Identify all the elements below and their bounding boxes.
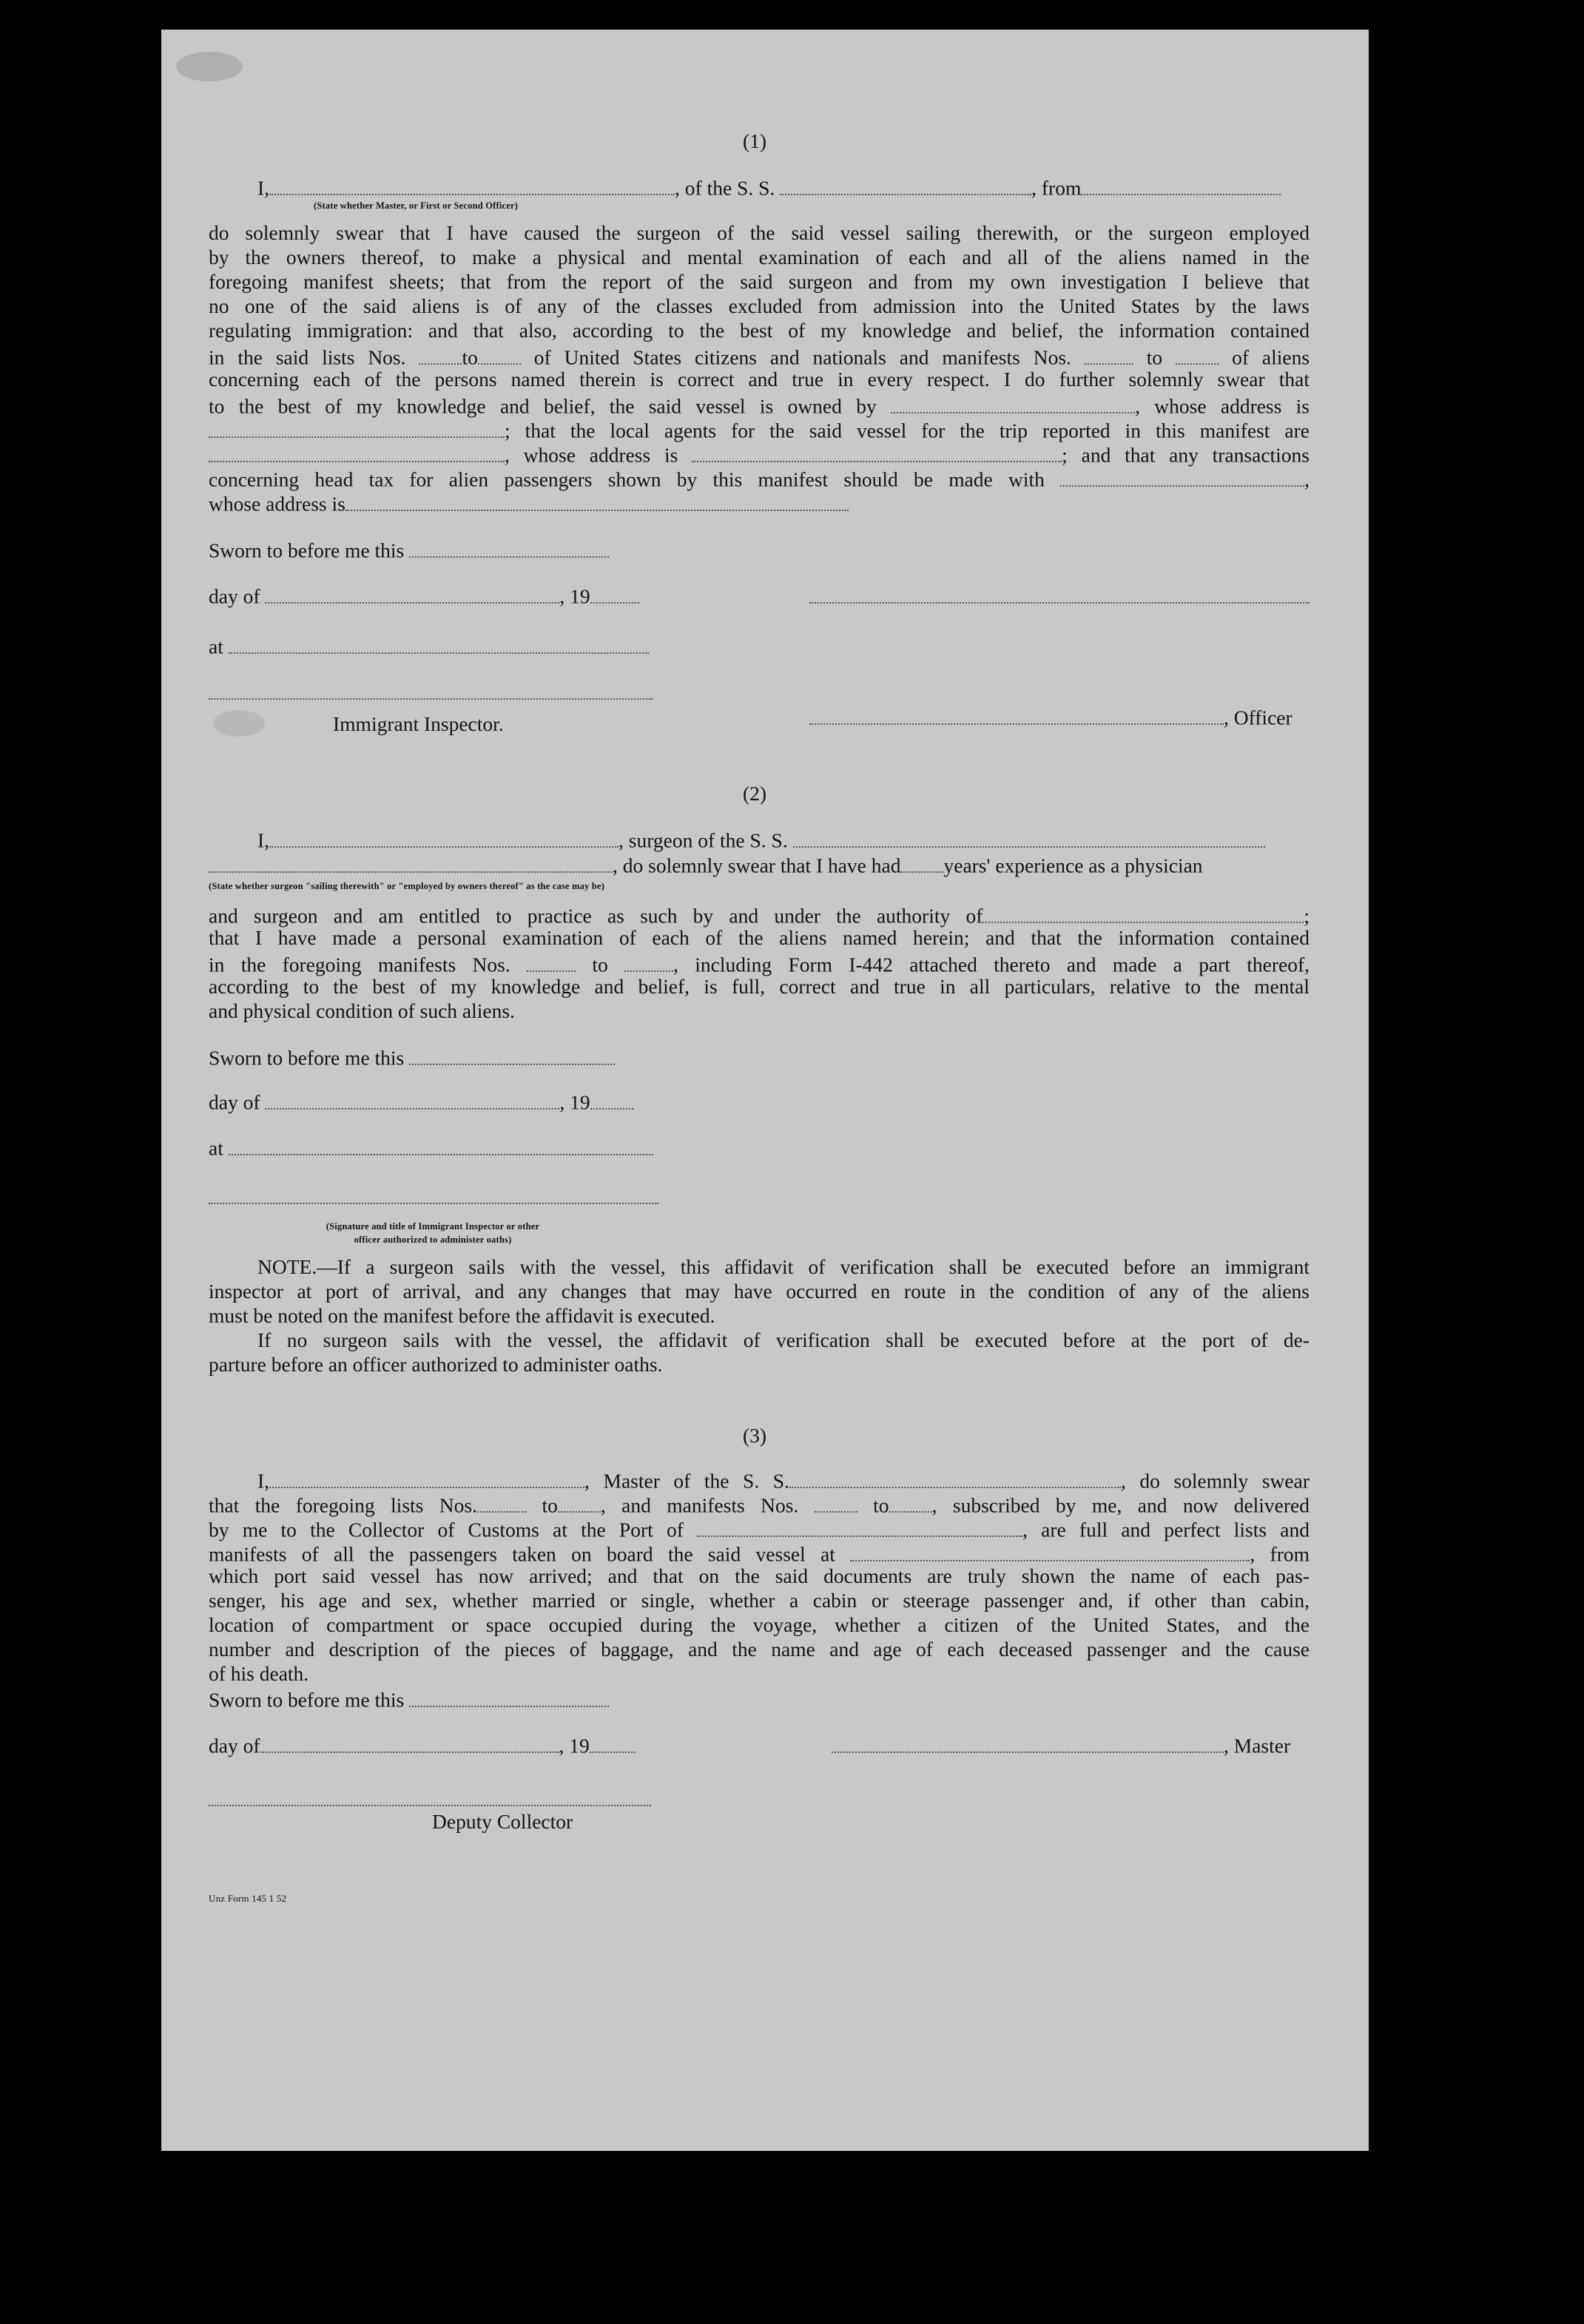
agents-blank	[209, 440, 505, 462]
sec2-para-line: and surgeon and am entitled to practice as such by and under the authority of ;	[209, 901, 1310, 928]
head-tax-address-blank	[346, 489, 849, 511]
sec2-para-line: according to the best of my knowledge and belief, is full, correct and true in all particulars, relative to the mental	[209, 975, 1310, 998]
blank	[815, 1490, 857, 1513]
blank	[265, 581, 559, 604]
blank	[260, 1731, 559, 1753]
sec2-para-line: in the foregoing manifests Nos. to , including Form I-442 attached thereto and made a part thereof,	[209, 950, 1310, 977]
port-from-blank	[1081, 173, 1281, 195]
paper-smudge	[176, 52, 243, 81]
blank	[229, 1133, 653, 1155]
blank	[409, 536, 609, 558]
head-tax-blank	[1060, 465, 1304, 487]
sec1-para-line: ; that the local agents for the said vessel for the trip reported in this manifest are	[209, 416, 1310, 443]
sec1-para-line: concerning head tax for alien passengers shown by this manifest should be made with ,	[209, 465, 1310, 492]
signature-blank	[209, 1784, 651, 1806]
sec2-at: at	[209, 1133, 653, 1161]
sec2-para-line: that I have made a personal examination of each of the aliens named herein; and that the information contained	[209, 926, 1310, 949]
sec3-line1: I, , Master of the S. S. , do solemnly swear	[257, 1466, 1310, 1493]
sec1-para-line: in the said lists Nos. to of United States citizens and nationals and manifests Nos. to of aliens	[209, 342, 1310, 370]
sec3-master-line: , Master	[832, 1731, 1290, 1758]
form-id: Unz Form 145 1 52	[209, 1893, 287, 1904]
sec1-para-line: by the owners thereof, to make a physical and mental examination of each and all of the aliens named in the	[209, 246, 1310, 268]
sec1-para-line: foregoing manifest sheets; that from the report of the said surgeon and from my own investigation I believe that	[209, 270, 1310, 293]
sec3-para-line: manifests of all the passengers taken on board the said vessel at , from	[209, 1539, 1310, 1567]
punch-hole	[1420, 1840, 1457, 1877]
sec3-para-line: of his death.	[209, 1662, 309, 1685]
years-blank	[900, 851, 943, 873]
master-name-blank	[269, 1466, 584, 1488]
sec1-para-line: regulating immigration: and that also, according to the best of my knowledge and belief, the information contained	[209, 319, 1310, 342]
sec1-para-line: no one of the said aliens is of any of the classes excluded from admission into the United States by the laws	[209, 294, 1310, 317]
sec3-sworn: Sworn to before me this	[209, 1685, 609, 1712]
punch-hole	[1420, 1888, 1455, 1922]
section-1-number: (1)	[743, 129, 767, 152]
port-blank	[850, 1539, 1250, 1561]
blank	[590, 581, 639, 604]
sec2-note-line: parture before an officer authorized to administer oaths.	[209, 1353, 663, 1376]
blank	[624, 950, 673, 972]
sec2-dayof: day of , 19	[209, 1087, 633, 1115]
sec1-para-line: concerning each of the persons named therein is correct and true in every respect. I do further solemnly swear that	[209, 368, 1310, 391]
sec3-para-line: which port said vessel has now arrived; and that on the said documents are truly shown the name of each pas-	[209, 1564, 1310, 1587]
sec1-at: at	[209, 632, 649, 659]
sec2-sworn: Sworn to before me this	[209, 1043, 615, 1070]
punch-hole	[1401, 36, 1440, 74]
blank	[889, 1490, 932, 1513]
blank	[527, 950, 576, 972]
punch-hole	[1403, 522, 1440, 559]
sec3-para-line: by me to the Collector of Customs at the Port of , are full and perfect lists and	[209, 1515, 1310, 1542]
sec3-para-line: location of compartment or space occupied during the voyage, whether a citizen of the United States, and the	[209, 1613, 1310, 1636]
section-2-number: (2)	[743, 782, 767, 805]
blank	[229, 632, 649, 654]
owner-address-blank	[209, 416, 505, 438]
status-blank	[209, 851, 613, 873]
vessel-name-blank	[789, 1466, 1121, 1488]
blank	[409, 1685, 609, 1707]
sec3-para-line: that the foregoing lists Nos. to , and manifests Nos. to , subscribed by me, and now delivered	[209, 1490, 1310, 1518]
sec3-deputy-line	[209, 1784, 651, 1811]
authority-blank	[983, 901, 1304, 923]
surgeon-name-blank	[269, 825, 619, 848]
blank	[558, 1490, 601, 1513]
sec1-dayof: day of , 19	[209, 581, 639, 609]
punch-hole	[1432, 250, 1468, 286]
sec3-para-line: number and description of the pieces of baggage, and the name and age of each deceased passenger and the cause	[209, 1638, 1310, 1661]
vessel-name-blank	[780, 173, 1031, 195]
blank	[419, 342, 462, 365]
sec2-line2: , do solemnly swear that I have had years' experience as a physician	[209, 851, 1203, 878]
blank	[477, 1490, 526, 1513]
sec1-sworn: Sworn to before me this	[209, 536, 609, 563]
sec2-signature-line	[209, 1182, 658, 1209]
sec1-para-line: do solemnly swear that I have caused the surgeon of the said vessel sailing therewith, or the surgeon employed	[209, 221, 1310, 244]
sec2-signature-note-2: officer authorized to administer oaths)	[354, 1234, 512, 1245]
blank	[478, 342, 521, 365]
signature-blank	[209, 1182, 658, 1204]
sec3-dayof: day of , 19	[209, 1731, 636, 1758]
sec2-line1: I, , surgeon of the S. S.	[257, 825, 1265, 853]
agents-address-blank	[692, 440, 1062, 462]
blank	[1176, 342, 1219, 365]
sec1-para-line: , whose address is ; and that any transactions	[209, 440, 1310, 467]
blank	[590, 1731, 636, 1753]
punch-hole	[1403, 155, 1440, 192]
sec2-note-line: must be noted on the manifest before the affidavit is executed.	[209, 1304, 715, 1327]
punch-hole	[1420, 1473, 1457, 1510]
blank	[409, 1043, 615, 1065]
blank	[590, 1087, 633, 1109]
sec1-officer-note: (State whether Master, or First or Second Officer)	[314, 200, 519, 211]
vessel-name-blank	[793, 825, 1265, 848]
sec2-status-note: (State whether surgeon "sailing therewith" or "employed by owners thereof" as the case may be)	[209, 881, 605, 891]
punch-hole	[1434, 1068, 1468, 1102]
signature-blank	[809, 703, 1224, 725]
sec2-note-line: NOTE.—If a surgeon sails with the vessel, this affidavit of verification shall be executed before an immigrant	[257, 1255, 1310, 1278]
sec2-para-line: and physical condition of such aliens.	[209, 999, 515, 1022]
blank	[265, 1087, 559, 1109]
signature-blank	[832, 1731, 1224, 1753]
signature-blank	[809, 581, 1310, 604]
sec2-signature-note-1: (Signature and title of Immigrant Inspector or other	[326, 1221, 540, 1232]
officer-name-blank	[269, 173, 675, 195]
sec3-para-line: senger, his age and sex, whether married or single, whether a cabin or steerage passenger and, if other than cabin,	[209, 1589, 1310, 1612]
sec2-note-line: If no surgeon sails with the vessel, the affidavit of verification shall be executed before at the port of de-	[257, 1328, 1310, 1351]
paper-smudge	[213, 710, 265, 737]
signature-blank	[209, 678, 653, 700]
sec1-para-line: whose address is	[209, 489, 1310, 516]
blank	[1085, 342, 1133, 365]
punch-hole	[1419, 1351, 1457, 1389]
sec3-deputy-label: Deputy Collector	[432, 1810, 573, 1833]
sec1-line1: I, , of the S. S. , from	[257, 173, 1281, 200]
punch-hole	[1419, 1962, 1457, 2000]
sec1-master-signature-line	[809, 581, 1310, 609]
port-blank	[697, 1515, 1022, 1537]
section-3-number: (3)	[743, 1424, 767, 1447]
sec1-officer-line: , Officer	[809, 703, 1293, 730]
sec1-inspector-label: Immigrant Inspector.	[333, 712, 504, 735]
owner-blank	[891, 391, 1135, 413]
sec2-note-line: inspector at port of arrival, and any changes that may have occurred en route in the condition of any of the aliens	[209, 1280, 1310, 1303]
sec1-inspector-line	[209, 678, 653, 705]
punch-hole	[1410, 652, 1446, 688]
sec1-para-line: to the best of my knowledge and belief, the said vessel is owned by , whose address is	[209, 391, 1310, 419]
